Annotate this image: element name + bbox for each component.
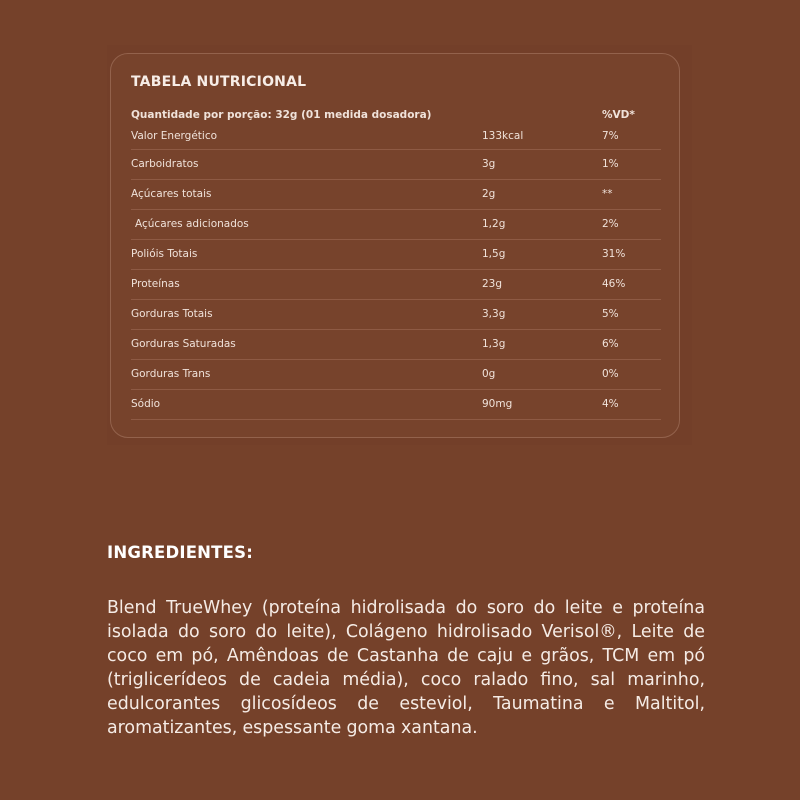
nutrient-vd: 1%: [602, 158, 619, 170]
nutrient-name: Gorduras Saturadas: [131, 338, 236, 350]
nutrient-name: Açúcares adicionados: [135, 218, 249, 230]
table-row: [131, 126, 661, 150]
table-row: [131, 270, 661, 300]
portion-header: Quantidade por porção: 32g (01 medida dosadora): [131, 109, 432, 121]
table-row: [131, 360, 661, 390]
nutrient-name: Proteínas: [131, 278, 180, 290]
nutrient-vd: 0%: [602, 368, 619, 380]
table-row: [131, 390, 661, 420]
nutrient-name: Sódio: [131, 398, 161, 410]
table-header-row: [131, 106, 661, 126]
nutrient-quantity: 1,3g: [482, 338, 506, 350]
nutrient-name: Valor Energético: [131, 130, 218, 142]
nutrient-name: Açúcares totais: [131, 188, 212, 200]
nutrition-table-title: TABELA NUTRICIONAL: [131, 74, 307, 90]
nutrient-quantity: 3g: [482, 158, 496, 170]
nutrient-vd: **: [602, 188, 613, 200]
nutrient-name: Polióis Totais: [131, 248, 198, 260]
nutrient-vd: 5%: [602, 308, 619, 320]
nutrient-vd: 4%: [602, 398, 619, 410]
nutrition-table-card: [110, 53, 680, 438]
nutrient-vd: 7%: [602, 130, 619, 142]
nutrient-quantity: 133kcal: [482, 130, 524, 142]
vd-header: %VD*: [602, 109, 635, 121]
table-row: [131, 150, 661, 180]
nutrient-quantity: 90mg: [482, 398, 513, 410]
nutrient-vd: 6%: [602, 338, 619, 350]
nutrient-quantity: 1,2g: [482, 218, 506, 230]
nutrient-quantity: 1,5g: [482, 248, 506, 260]
table-row: [131, 240, 661, 270]
ingredients-heading: INGREDIENTES:: [107, 543, 253, 562]
nutrient-vd: 31%: [602, 248, 626, 260]
table-row: [131, 300, 661, 330]
table-row: [131, 180, 661, 210]
nutrient-vd: 46%: [602, 278, 626, 290]
nutrient-name: Gorduras Totais: [131, 308, 213, 320]
nutrition-table: [131, 106, 661, 420]
table-row: [131, 330, 661, 360]
nutrient-quantity: 23g: [482, 278, 503, 290]
nutrient-quantity: 3,3g: [482, 308, 506, 320]
nutrient-quantity: 2g: [482, 188, 496, 200]
nutrient-name: Gorduras Trans: [131, 368, 211, 380]
table-row: [131, 210, 661, 240]
ingredients-text: Blend TrueWhey (proteína hidrolisada do soro do leite e proteína isolada do soro do leite), Colágeno hidrolisado Verisol®, Leite de coco em pó, Amêndoas de Castanha de caju e grãos, TCM em pó (triglicerídeos de cadeia média), coco ralado fino, sal marinho, edulcorantes glicosídeos de esteviol, Taumatina e Maltitol, aromatizantes, espessante goma xantana.: [107, 598, 705, 739]
nutrient-vd: 2%: [602, 218, 619, 230]
nutrient-name: Carboidratos: [131, 158, 199, 170]
nutrient-quantity: 0g: [482, 368, 496, 380]
